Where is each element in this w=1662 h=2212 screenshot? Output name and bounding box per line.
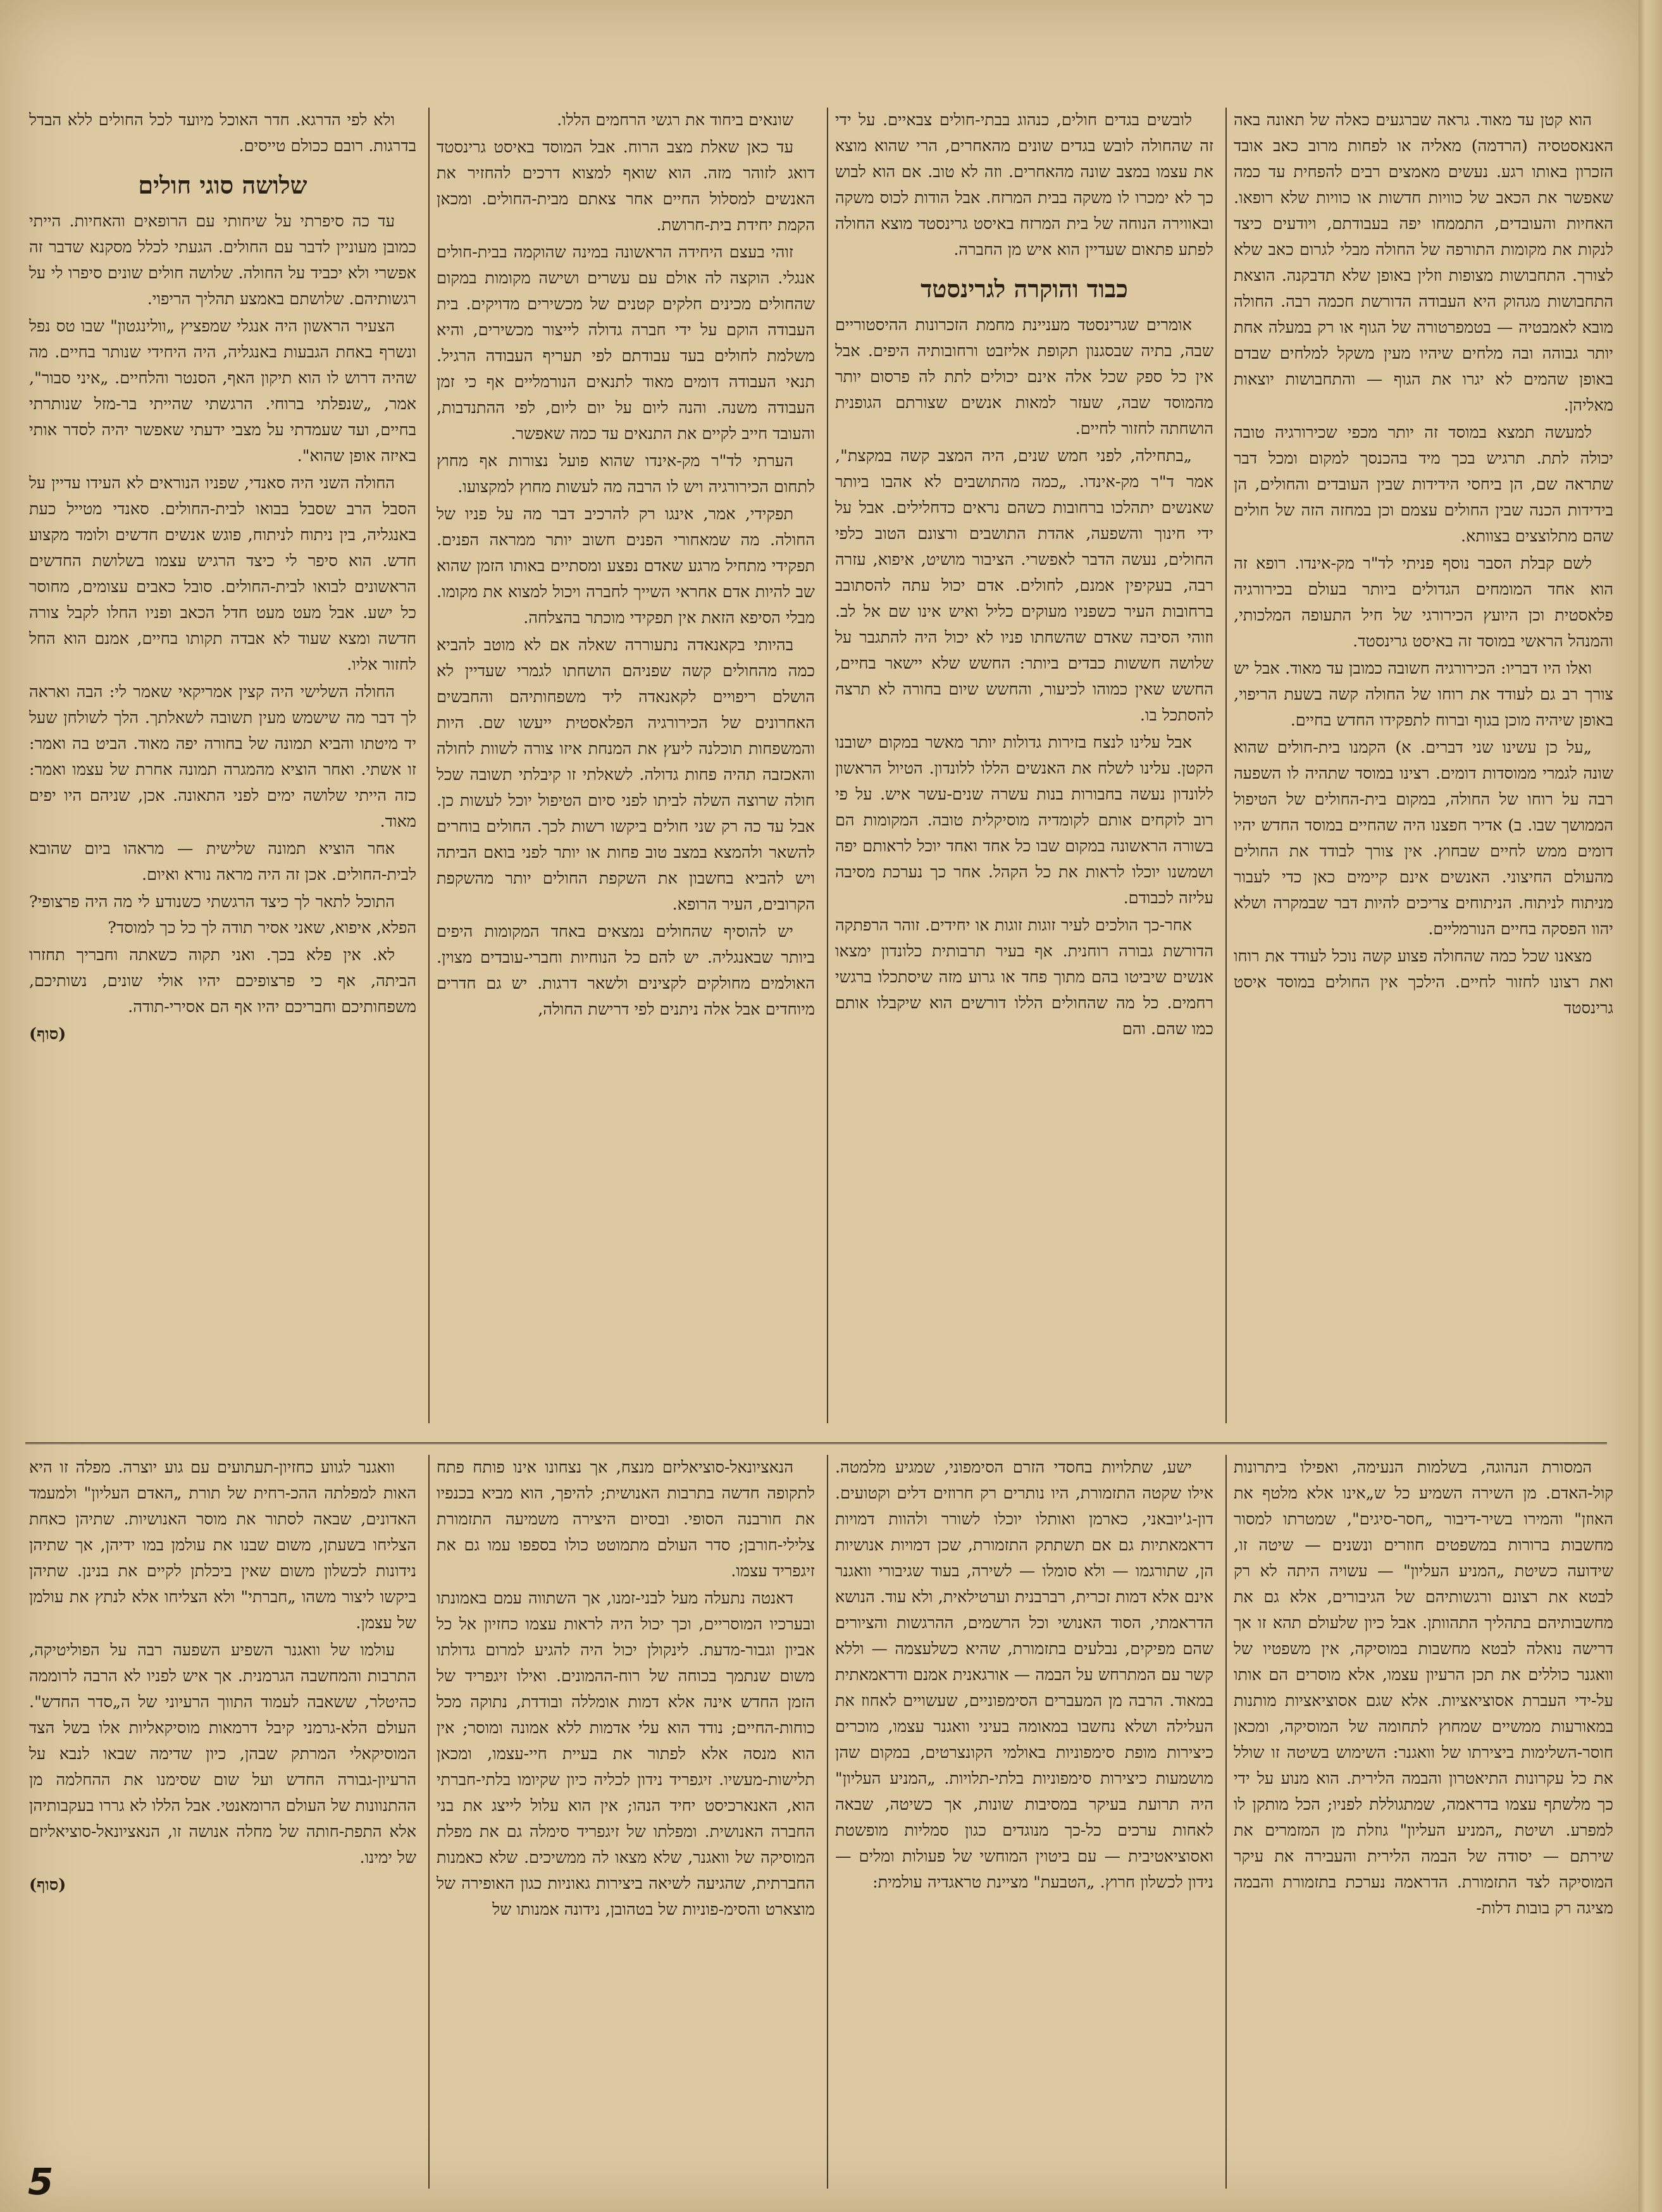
column-divider (827, 1455, 828, 2189)
paragraph: „בתחילה, לפני חמש שנים, היה המצב קשה במקצת", אמר ד"ר מק-אינדו. „כמה מהתושבים לא אהבו ביותר שאנשים יתהלכו ברחובות כשהם נראים כדחלילים. אבל על ידי חינוך והשפעה, אהדת התושבים ורצונם הטוב כלפי החולים, נעשה הדבר לאפשרי. הציבור מושיט, איפוא, עזרה רבה, בעקיפין אמנם, לחולים. אדם יכול עתה להסתובב ברחובות העיר כשפניו מעוקים כליל ואיש אינו שם אל לב. וזוהי הסיבה שאדם שהשחתו פניו לא יכול היה להתגבר על שלושה חששות כבדים ביותר: החשש שלא יישאר בחיים, החשש שאין כמוהו לכיעור, והחשש שיום בחורה לא תרצה להסתכל בו. (835, 447, 1213, 725)
paragraph: ואלו היו דבריו: הכירורגיה חשובה כמובן עד מאוד. אבל יש צורך רב גם לעודד את רוחו של החולה קשה בשעת הריפוי, באופן שיהיה מוכן בגוף וברוח לתפקידו החדש בחיים. (1234, 659, 1613, 730)
paragraph: זוהי בעצם היחידה הראשונה במינה שהוקמה בבית-חולים אנגלי. הוקצה לה אולם עם עשרים ושישה מקומות במקום שהחולים מכינים חלקים קטנים של מכשירים מדויקים. בית העבודה הוקם על ידי חברה גדולה לייצור מכשירים, והיא משלמת לחולים בעד עבודתם לפי תעריף העבודה הרגיל. תנאי העבודה דומים מאוד לתנאים הנורמליים אף כי זמן העבודה משנה. והנה ליום על יום ליום, לפי ההתנדבות, והעובד חייב לקיים את התנאים עד כמה שאפשר. (437, 243, 815, 443)
section-heading: כבוד והוקרה לגרינסטד (921, 275, 1128, 303)
paragraph: אומרים שגרינסטד מעניינת מחמת הזכרונות ההיסטוריים שבה, בתיה שבסגנון תקופת אליזבט ורחובותיה היפים. אבל אין כל ספק שכל אלה אינם יכולים לתת לה פרסום יותר מהמוסד שבה, שעזר למאות אנשים שצורתם הגופנית הושחתה לחזור לחיים. (835, 316, 1213, 438)
paragraph: ולא לפי הדרגא. חדר האוכל מיועד לכל החולים ללא הבדל בדרגות. רובם ככולם טייסים. (29, 111, 416, 156)
paragraph: עד כה סיפרתי על שיחותי עם הרופאים והאחיות. הייתי כמובן מעוניין לדבר עם החולים. הגעתי לכלל מסקנא שדבר זה אפשרי ולא יכביד על החולה. שלושה חולים שונים סיפרו לי על רגשותיהם. שלושתם באמצע תהליך הריפוי. (29, 212, 416, 309)
upper-column-1 (1234, 108, 1613, 1398)
upper-column-3 (437, 108, 815, 1398)
paragraph: הוא קטן עד מאוד. גראה שברגעים כאלה של תאונה באה האנאסטסיה (הרדמה) מאליה או לפחות מרוב כאב אובד הזכרון באותו רגע. נעשים מאמצים רבים להפחית עד כמה שאפשר את הכאב של כוויות חדשות או כוויות שלא רופאו. האחיות והעובדים, התממחו יפה בעבודתם, ויודעים כיצד לנקות את מקומות התורפה של החולה מבלי לגרום כאב שלא לצורך. התחבושות מצופות וזלין באופן שלא תדבקנה. הוצאת התחבושות מגהוק היא העבודה הדורשת חכמה רבה. החולה מובא לאמבטיה — בטמפרטורה של הגוף או רק במעלה אחת יותר גבוהה ובה מלחים שיהיו מעין משקל למלחים שבדם באופן שהמים לא יגרו את הגוף — והתחבושות יוצאות מאליהן. (1234, 111, 1613, 415)
column-divider (428, 108, 430, 1423)
paragraph: ישע, שתלויות בחסדי הזרם הסימפוני, שמגיע מלמטה. אילו שקטה התזמורת, היו נותרים רק חרוזים דלים וקטועים. דון-ג'יובאני, כארמן ואותלו יוכלו לשורר ולהוות דמויות דראמאתיות גם אם תשתתק התזמורת, שכן דמויות אנושיות הן, שתורגמו — ולא סומלו — לשירה, בעוד שגיבורי וואגנר אינם אלא דמות זכרית, רברבנית וערטילאית, ולא עוד. הנושא הדראמתי, הסוד האנושי וכל הרשמים, ההרגשות והציורים שהם מפיקים, נבלעים בתזמורת, שהיא כשלעצמה — וללא קשר עם המתרחש על הבמה — אורגאנית אמנם ודראמאתית במאוד. הרבה מן המעברים הסימפוניים, שעשויים לאחוז את העלילה ושלא נחשבו במאומה בעיני וואגנר עצמו, מוכרים כיצירות מופת סימפוניות באולמי הקונצרטים, במקום שהן מושמעות כיצירות סימפוניות בלתי-תלויות. „המניע העליון" היה תרועת בעיקר במסיבות שונות, אך כשיטה, שבאה לאחות ערכים כל-כך מנוגדים כגון סמליות מופשטת ואסוציאטיבית — עם ביטוין המוחשי של פעולות ומלים — נידון לכשלון חרוץ. „הטבעת" מציינת טראגדיה עולמית: (835, 1458, 1213, 1892)
paragraph: הצעיר הראשון היה אנגלי שמפציץ „וולינגטון" שבו טס נפל ונשרף באחת הגבעות באנגליה, היה היחידי שנותר בחיים. מה שהיה דרוש לו הוא תיקון האף, הסנטר והלחיים. „איני סבור", אמר, „שנפלתי ברוחי. הרגשתי שהייתי בר-מזל שנותרתי בחיים, ועד שעמדתי על מצבי ידעתי שאפשר יהיה לסדר אותי באיזה אופן שהוא". (29, 317, 416, 466)
paragraph: „על כן עשינו שני דברים. א) הקמנו בית-חולים שהוא שונה לגמרי ממוסדות דומים. רצינו במוסד שתהיה לו השפעה רבה על רוחו של החולה, במקום בית-החולים של הטיפול הממושך שבו. ב) אדיר חפצנו היה שהחיים במוסד החדש יהיו דומים ממש לחיים שבחוץ. אין צורך לבודד את החולים מהעולם החיצוני. האנשים אינם קיימים כאן כדי לעבור מניתוח לניתוח. הניתוחים צריכים להיות דבר שבמקרה ושלא יהוו הפסקה בחיים הנורמליים. (1234, 738, 1613, 939)
paragraph: התוכל לתאר לך כיצד הרגשתי כשנודע לי מה היה פרצופי? הפלא, איפוא, שאני אסיר תודה לך כל כך למוסד? (29, 893, 416, 937)
column-divider (428, 1455, 430, 2189)
paragraph: הנאציונאל-סוציאליזם מנצח, אך נצחונו אינו פותח פתח לתקופה חדשה בתרבות האנושית; להיפך, הוא מביא בכנפיו את חורבנה הסופי. ובסיום היצירה משמיעה התזמורת צלילי-חורבן; סדר העולם מתמוטט כולו בספפו עמו גם את זיגפריד עצמו. (437, 1458, 815, 1581)
paragraph: וואגנר לגווע כחזיון-תעתועים עם גוע יוצרה. מפלה זו היא האות למפלתה ההכ-רחית של תורת „האדם העליון" ולמעמד האדונים, שבאה לסתור את מוסר האנושיות. שתיהן כאחת הצליחו בשעתן, משום שבנו את עולמן במו ידיהן, אך שתיהן נידונות לכשלון משום שאין ביכלתן לקיים את בנינן. שתיהן ביקשו ליצור משהו „חברתי" ולא הצליחו אלא לנתץ את עולמן של עצמן. (29, 1458, 416, 1633)
lower-column-3 (437, 1455, 815, 2182)
section-heading: שלושה סוגי חולים (138, 171, 307, 199)
column-divider (1225, 108, 1227, 1423)
paragraph: אבל עלינו לנצח בזירות גדולות יותר מאשר במקום ישובנו הקטן. עלינו לשלח את האנשים הללו ללונדון. הטיול הראשון ללונדון נעשה בחבורות בנות עשרה שנים-עשר איש. על פי רוב לוקחים אותם לקומדיה מוסיקלית טובה. המקומות הם בשורה הראשונה במקום שבו כל אחד ואחד יוכל לראותם יפה ושמשנו יוכלו לראות את כל הקהל. אחר כך נערכת מסיבה עליזה לכבודם. (835, 733, 1213, 908)
paragraph: החולה השני היה סאנדי, שפניו הנוראים לא העידו עדיין על הסבל הרב שסבל בבואו לבית-החולים. סאנדי מטייל כעת באנגליה, בין ניתוח לניתוח, פוגש אנשים חדשים ולומד מקצוע חדש. הוא סיפר לי כיצד הרגיש עצמו בשלושת החדשים הראשונים לבואו לבית-החולים. סובל כאבים עצומים, מחוסר כל ישע. אבל מעט מעט חדל הכאב ופניו החלו לקבל צורה חדשה ומצא שעוד לא אבדה תקותו בחיים, אמנם הוא החל לחזור אליו. (29, 474, 416, 674)
paragraph: שונאים ביחוד את רגשי הרחמים הללו. (557, 111, 793, 130)
paragraph: עולמו של וואגנר השפיע השפעה רבה על הפוליטיקה, התרבות והמחשבה הגרמנית. אך איש לפניו לא הרבה לרוממה כהיטלר, ששאבה לעמוד התווך הרעיוני של ה„סדר החדש". העולם הלא-גרמני קיבל דרמאות מוסיקאליות אלו בשל הצד המוסיקאלי המרתק שבהן, כיון שדימה שבאו לנבא על הרעיון-גבורה החדש ועל שום שסימנו את ההחלמה מן ההתנוונות של העולם הרומאנטי. אבל הללו לא גררו בעקבותיהן אלא התפת-חותה של מחלה אנושה זו, הנאציונאל-סוציאליזם של ימינו. (29, 1641, 416, 1867)
paragraph: בהיותי בקאנאדה נתעוררה שאלה אם לא מוטב להביא כמה מהחולים קשה שפניהם הושחתו לגמרי שעדיין לא הושלם ריפויים לקאנאדה ליד משפחותיהם והחבשים האחרונים של הכירורגיה הפלאסטית ייעשו שם. היות והמשפחות תוכלנה ליעץ את המנחת איזו צורה לשוות לחולה והאכזבה תהיה פחות גדולה. לשאלתי זו קיבלתי תשובה שכל חולה שרוצה השלה לביתו לפני סיום הטיפול יוכל לעשות כן. אבל עד כה רק שני חולים ביקשו רשות לכך. החולים בוחרים להשאר ולהמצא במצב טוב פחות או יותר לפני בואם הביתה ויש להביא בחשבון את השקפת החולים יותר מהשקפת הקרובים, העיר הרופא. (437, 636, 815, 914)
lower-column-1 (1234, 1455, 1613, 2182)
paragraph: לובשים בגדים חולים, כנהוג בבתי-חולים צבאיים. על ידי זה שהחולה לובש בגדים שונים מהאחרים, הרי שהוא מוצא את עצמו במצב שונה מהאחרים. וזה לא טוב. אם הוא לבוש כך לא ימכרו לו משקה בבית המרזח. אבל הודות לכוס משקה ובאווירה הנוחה של בית המרזח באיסט גרינסטד מוצא החולה לפתע פתאום שעדיין הוא איש מן החברה. (835, 111, 1213, 259)
paragraph: למעשה תמצא במוסד זה יותר מכפי שכירורגיה טובה יכולה לתת. תרגיש בכך מיד בהכנסך למקום ומכל דבר שתראה שם, הן ביחסי הידידות שבין העובדים והחולים, הן בידידות הכנה שבין החולים עצמם וכן במחזה הזה של חולים שהם מתלוצצים בצוותא. (1234, 423, 1613, 546)
paragraph: אחר-כך הולכים לעיר זוגות זוגות או יחידים. זוהר הרפתקה הדורשת גבורה רוחנית. אף בעיר תרבותית כלונדון ימצאו אנשים שיביטו בהם מתוך פחד או גרוע מזה שיסתכלו ברגשי רחמים. כל מה שהחולים הללו דורשים הוא שיקבלו אותם כמו שהם. והם (835, 916, 1213, 1039)
paragraph: אחר הוציא תמונה שלישית — מראהו ביום שהובא לבית-החולים. אכן זה היה מראה נורא ואיום. (29, 839, 416, 884)
lower-column-4 (29, 1455, 416, 2157)
paragraph: עד כאן שאלת מצב הרוח. אבל המוסד באיסט גרינסטד דואג לזוהר מזה. הוא שואף למצוא דרכים להחזיר את האנשים למסלול החיים אחר צאתם מבית-החולים. ומכאן הקמת יחידת בית-חרושת. (437, 138, 815, 235)
end-mark: (סוף) (29, 1025, 66, 1044)
paragraph: דאנטה נתעלה מעל לבני-זמנו, אך השתווה עמם באמונתו ובערכיו המוסריים, וכך יכול היה לראות עצמו כחזיון אל כל אביון וגבור-מדעת. לינקולן יכול היה להגיע למרום גדולתו משום שנתמך בכוחה של רוח-ההמונים. ואילו זיגפריד של הזמן החדש אינה אלא דמות אומללה ובודדת, נתוקה מכל כוחות-החיים; נודד הוא עלי אדמות ללא אמונה ומוסר; אין הוא מנסה אלא לפתור את בעיית חיי-עצמו, ומכאן תלישות-מעשיו. זיגפריד נידון לכליה כיון שקיומו בלתי-חברתי הוא, האנארכיסט יחיד הנהו; אין הוא עלול לייצג את בני החברה האנושית. ומפלתו של זיגפריד סימלה גם את מפלת המוסיקה של וואגנר, שלא מצאו לה ממשיכים. שלא כאמנות החברתית, שהגיעה לשיאה ביצירות גאוניות כגון האופירה של מוצארט והסימ-פוניות של בטהובן, נידונה אמנותו של (437, 1589, 815, 1919)
paragraph: לשם קבלת הסבר נוסף פניתי לד"ר מק-אינדו. רופא זה הוא אחד המומחים הגדולים ביותר בעולם בכירורגיה פלאסטית וכן היועץ הכירורגי של חיל התעופה המלכותי, והמנהל הראשי במוסד זה באיסט גרינסטד. (1234, 554, 1613, 651)
section-separator (25, 1442, 1607, 1444)
paragraph: החולה השלישי היה קצין אמריקאי שאמר לי: הבה ואראה לך דבר מה שישמש מעין תשובה לשאלתך. הלך לשולחן שעל יד מיטתו והביא תמונה של בחורה יפה מאוד. הביט בה ואמר: זו אשתי. ואחר הוציא מהמגרה תמונה אחרת של עצמו ואמר: כזה הייתי שלושה ימים לפני התאונה. אכן, שניהם היו יפים מאוד. (29, 683, 416, 831)
column-divider (827, 108, 828, 1423)
end-mark: (סוף) (29, 1875, 66, 1894)
upper-column-4 (29, 108, 416, 1423)
paragraph: יש להוסיף שהחולים נמצאים באחד המקומות היפים ביותר שבאנגליה. יש להם כל הנוחיות וחברי-עובדים מצוין. האולמים מחולקים לקצינים ולשאר דרגות. יש גם חדרים מיוחדים אבל אלה ניתנים לפי דרישת החולה, (437, 922, 815, 1019)
upper-column-2 (835, 108, 1213, 1398)
paragraph: תפקידי, אמר, אינגו רק להרכיב דבר מה על פניו של החולה. מה שמאחורי הפנים חשוב יותר ממראה הפנים. תפקידי מתחיל מרגע שאדם נפצע ומסתיים באותו הזמן שהוא שב להיות אדם אחראי השייך לחברה ויכול למצוא את מקומו. מבלי הסיפא הזאת אין תפקידי מוכתר בהצלחה. (437, 505, 815, 627)
paragraph: הערתי לד"ר מק-אינדו שהוא פועל נצורות אף מחוץ לתחום הכירורגיה ויש לו הרבה מה לעשות מחוץ למקצועו. (437, 452, 815, 497)
page-edge (1639, 0, 1662, 2212)
column-divider (1225, 1455, 1227, 2189)
paragraph: לא. אין פלא בכך. ואני תקוה כשאתה וחבריך תחזרו הביתה, אף כי פרצופיכם יהיו אולי שונים, נשותיכם, משפחותיכם וחבריכם יהיו אף הם אסירי-תודה. (29, 946, 416, 1016)
paragraph: מצאנו שכל כמה שהחולה פצוע קשה נוכל לעודד את רוחו ואת רצונו לחזור לחיים. הילכך אין החולים במוסד איסט גרינסטד (1234, 947, 1613, 1018)
paragraph: המסורת הנהוגה, בשלמות הנעימה, ואפילו ביתרונות קול-האדם. מן השירה השמיע כל ש„אינו אלא מלטף את האוזן" והמירו בשיר-דיבור „חסר-סיגים", שמטרתו למסור מחשבות ברורות במשפטים חוזרים ונשנים — שיטה זו, שידועה כשיטת „המניע העליון" — עשויה היתה לא רק לבטא את רצונם ורגשותיהם של הגיבורים, אלא גם את מחשבותיהם בתהליך התהוותן. אבל כיון שלעולם תהא זו אך דרישה נואלה לבטא מחשבות במוסיקה, אין משפטיו של וואגנר כוללים את תכן הרעיון עצמו, אלא מוסרים הם אותו על-ידי העברת אסוציאציות. אלא שגם אסוציאציות מותנות במאורעות ממשיים שמחוץ לתחומה של המוסיקה, ומכאן חוסר-השלימות ביצירתו של וואגנר: השימוש בשיטה זו שולל את כל עקרונות התיאטרון והבמה הלירית. הוא מנוע על ידי כך מלשתף עצמו בדראמה, שמתגוללת לפניו; הכל מותקן לו למפרע. ושיטת „המניע העליון" גוזלת מן המזמרים את שירתם — יסודה של הבמה הלירית והעבירה את עיקר המוסיקה לצד התזמורת. הדראמה נערכת בתזמורת והבמה מציגה רק בובות דלות- (1234, 1458, 1613, 1918)
page-number: 5 (28, 2160, 54, 2203)
lower-column-2 (835, 1455, 1213, 2182)
